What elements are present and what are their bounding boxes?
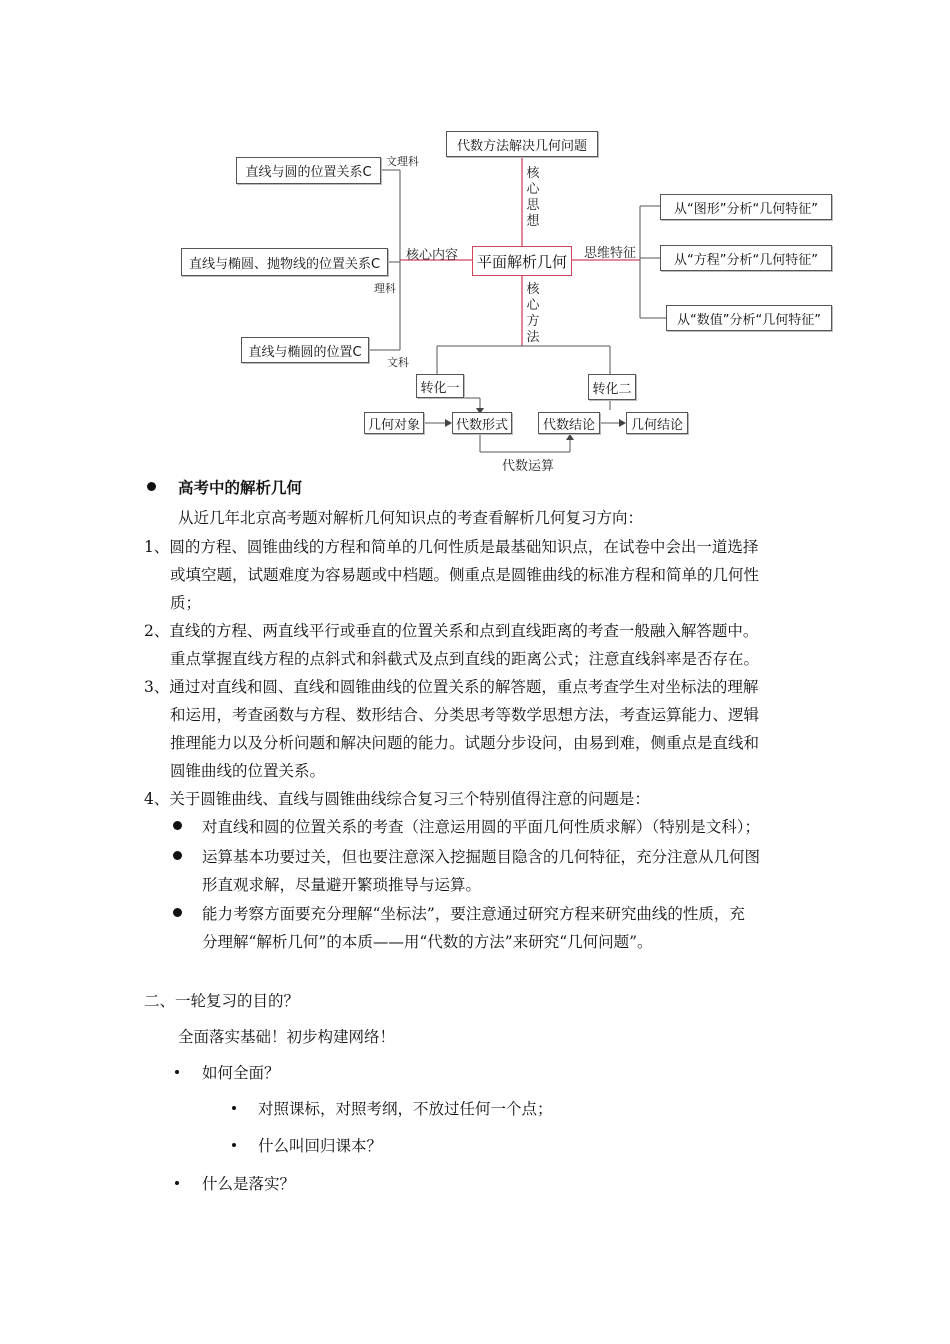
- right-box-1: 从“图形”分析“几何特征”: [660, 194, 832, 220]
- question-1-sub-1: 对照课标，对照考纲，不放过任何一个点；: [258, 1100, 553, 1118]
- left-tag-1: 文理科: [386, 155, 419, 168]
- question-1: 如何全面？: [202, 1064, 280, 1082]
- top-box: 代数方法解决几何问题: [446, 131, 598, 157]
- transform-box-1: 转化一: [416, 374, 464, 398]
- item4-line1: 4、关于圆锥曲线、直线与圆锥曲线综合复习三个特别值得注意的问题是：: [144, 790, 650, 808]
- bullet3-line2: 分理解“解析几何”的本质——用“代数的方法”来研究“几何问题”。: [202, 933, 653, 951]
- section1-intro: 从近几年北京高考题对解析几何知识点的考查看解析几何复习方向：: [178, 509, 644, 527]
- right-box-3: 从“数值”分析“几何特征”: [666, 305, 832, 331]
- item3-line3: 推理能力以及分析问题和解决问题的能力。试题分步设问，由易到难，侧重点是直线和: [170, 734, 760, 752]
- left-box-3: 直线与椭圆的位置C: [241, 337, 369, 363]
- item3-line4: 圆锥曲线的位置关系。: [170, 762, 326, 780]
- left-box-1: 直线与圆的位置关系C: [236, 157, 381, 184]
- section2-heading: 二、一轮复习的目的？: [144, 992, 300, 1010]
- flow-box-algebra-form: 代数形式: [452, 412, 512, 434]
- bullet-icon: [173, 851, 182, 860]
- item2-line2: 重点掌握直线方程的点斜式和斜截式及点到直线的距离公式；注意直线斜率是否存在。: [170, 650, 760, 668]
- bullet-icon: [232, 1143, 236, 1147]
- center-box: 平面解析几何: [472, 246, 572, 276]
- bullet-icon: [175, 1181, 179, 1185]
- bullet-icon: [175, 1070, 179, 1074]
- section1-heading: 高考中的解析几何: [178, 478, 303, 497]
- flow-box-geometry-object: 几何对象: [364, 412, 424, 434]
- top-connector-label: 核心思想: [526, 166, 540, 229]
- left-tag-2: 理科: [374, 282, 396, 295]
- flow-box-algebra-conclusion: 代数结论: [538, 412, 600, 434]
- item1-line2: 或填空题，试题难度为容易题或中档题。侧重点是圆锥曲线的标准方程和简单的几何性: [170, 566, 760, 584]
- question-1-sub-2: 什么叫回归课本？: [258, 1137, 383, 1155]
- bullet2-line1: 运算基本功要过关，但也要注意深入挖掘题目隐含的几何特征，充分注意从几何图: [202, 848, 761, 866]
- item1-line3: 质；: [170, 594, 202, 612]
- flow-box-geometry-conclusion: 几何结论: [626, 412, 688, 434]
- item3-line1: 3、通过对直线和圆、直线和圆锥曲线的位置关系的解答题，重点考查学生对坐标法的理解: [144, 678, 759, 696]
- left-tag-3: 文科: [387, 356, 409, 369]
- right-connector-label: 思维特征: [584, 246, 637, 261]
- concept-diagram: [0, 0, 950, 480]
- bullet-icon: [173, 908, 182, 917]
- left-connector-label: 核心内容: [406, 248, 459, 263]
- bullet1-line1: 对直线和圆的位置关系的考查（注意运用圆的平面几何性质求解）（特别是文科）；: [202, 818, 761, 836]
- question-2: 什么是落实？: [202, 1175, 296, 1193]
- bullet3-line1: 能力考察方面要充分理解“坐标法”，要注意通过研究方程来研究曲线的性质，充: [202, 905, 745, 923]
- right-box-2: 从“方程”分析“几何特征”: [660, 245, 832, 271]
- bullet-icon: [173, 821, 182, 830]
- diagram-connectors: [0, 0, 950, 480]
- item1-line1: 1、圆的方程、圆锥曲线的方程和简单的几何性质是最基础知识点，在试卷中会出一道选择: [144, 538, 759, 556]
- item2-line1: 2、直线的方程、两直线平行或垂直的位置关系和点到直线距离的考查一般融入解答题中。: [144, 622, 759, 640]
- bottom-label: 代数运算: [502, 459, 555, 474]
- bullet-icon: [147, 482, 156, 491]
- bottom-connector-label: 核心方法: [526, 282, 540, 345]
- left-box-2: 直线与椭圆、抛物线的位置关系C: [181, 248, 388, 276]
- bullet2-line2: 形直观求解，尽量避开繁琐推导与运算。: [202, 876, 482, 894]
- section2-intro: 全面落实基础！初步构建网络！: [178, 1028, 396, 1046]
- item3-line2: 和运用，考查函数与方程、数形结合、分类思考等数学思想方法，考查运算能力、逻辑: [170, 706, 760, 724]
- transform-box-2: 转化二: [588, 374, 636, 400]
- bullet-icon: [232, 1106, 236, 1110]
